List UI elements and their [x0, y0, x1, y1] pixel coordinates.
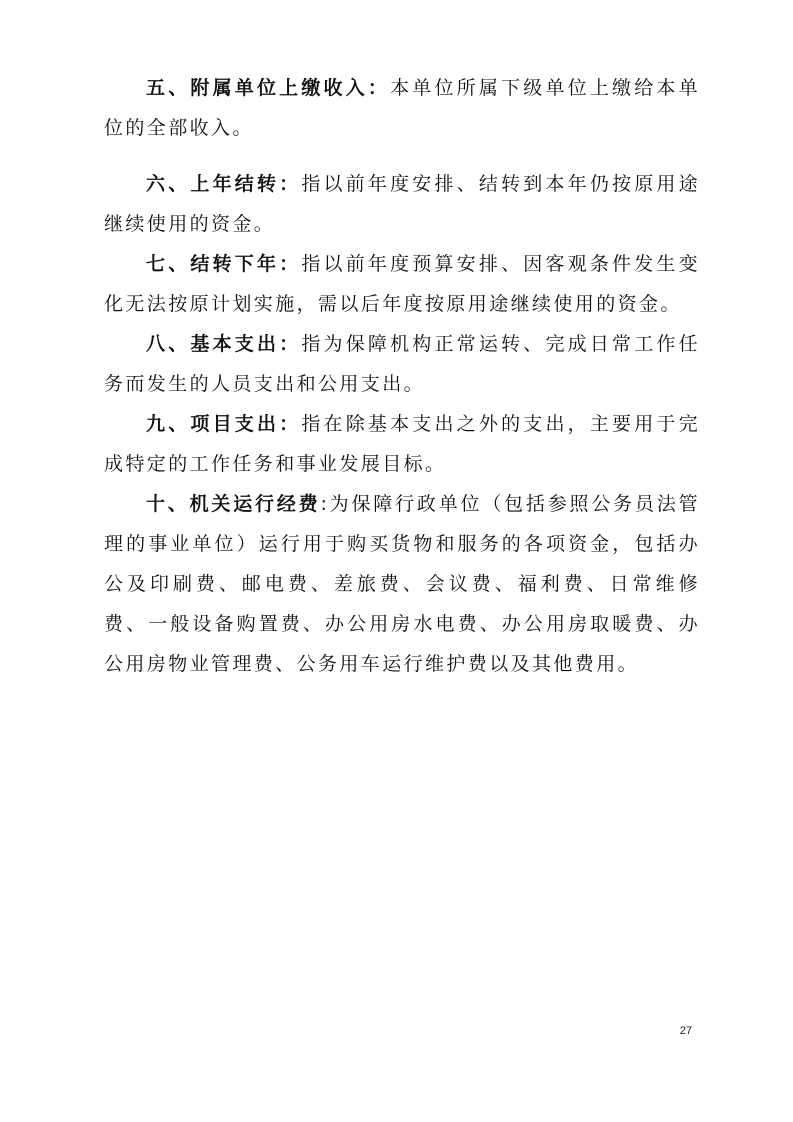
- paragraph-next-year-carryover: [104, 244, 700, 324]
- term-heading: 八、基本支出：: [146, 333, 302, 355]
- document-body: [104, 68, 700, 684]
- paragraph-affiliated-unit-income: [104, 68, 700, 148]
- term-heading: 九、项目支出：: [146, 413, 302, 435]
- term-heading: 七、结转下年：: [146, 253, 302, 275]
- paragraph-basic-expenditure: [104, 324, 700, 404]
- term-definition: :为保障行政单位（包括参照公务员法管理的事业单位）运行用于购买货物和服务的各项资金，包括办公及印刷费、邮电费、差旅费、会议费、福利费、日常维修费、一般设备购置费、办公用房水电费、办公用房取暖费、办公用房物业管理费、公务用车运行维护费以及其他费用。: [104, 493, 700, 675]
- term-heading: 十、机关运行经费: [146, 493, 321, 515]
- term-definition: 本单位所属下级单位上缴给本单位的全部收入。: [104, 77, 700, 139]
- term-definition: 指为保障机构正常运转、完成日常工作任务而发生的人员支出和公用支出。: [104, 333, 700, 395]
- paragraph-operating-expenses: [104, 484, 700, 684]
- term-definition: 指以前年度安排、结转到本年仍按原用途继续使用的资金。: [104, 173, 700, 235]
- paragraph-prior-year-carryover: [104, 164, 700, 244]
- term-heading: 六、上年结转：: [146, 173, 302, 195]
- page-number: 27: [679, 1025, 692, 1037]
- paragraph-project-expenditure: [104, 404, 700, 484]
- term-heading: 五、附属单位上缴收入：: [146, 77, 391, 99]
- term-definition: 指在除基本支出之外的支出，主要用于完成特定的工作任务和事业发展目标。: [104, 413, 700, 475]
- term-definition: 指以前年度预算安排、因客观条件发生变化无法按原计划实施，需以后年度按原用途继续使用的资金。: [104, 253, 700, 315]
